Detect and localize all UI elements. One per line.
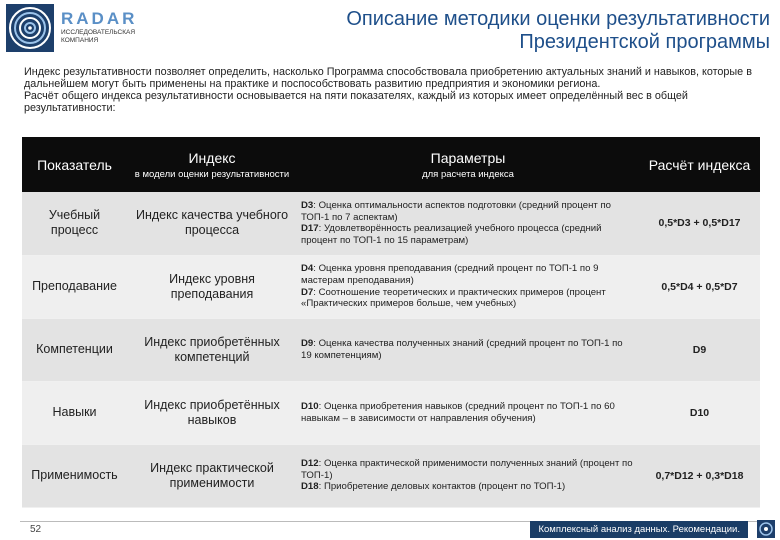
cell-indicator: Навыки xyxy=(22,381,127,444)
cell-calc: D9 xyxy=(639,318,760,381)
cell-indicator: Применимость xyxy=(22,444,127,507)
cell-indicator: Учебный процесс xyxy=(22,192,127,255)
intro-text xyxy=(24,66,764,114)
cell-index: Индекс практической применимости xyxy=(127,444,297,507)
param-code: D12 xyxy=(301,458,319,470)
cell-calc: 0,5*D3 + 0,5*D17 xyxy=(639,192,760,255)
table-row xyxy=(22,318,760,381)
logo-name: RADAR xyxy=(61,9,138,28)
param-line xyxy=(301,338,635,361)
footer-caption: Комплексный анализ данных. Рекомендации. xyxy=(530,521,748,538)
radar-logo-icon xyxy=(6,4,54,52)
title-line-1: Описание методики оценки результативности xyxy=(346,8,770,30)
param-code: D3 xyxy=(301,200,314,212)
param-line xyxy=(301,223,635,246)
param-text: : Оценка практической применимости полученных знаний (процент по ТОП-1) xyxy=(301,458,633,481)
param-text: : Оценка приобретения навыков (средний процент по ТОП-1 по 60 навыкам – в зависимости от направления обучения) xyxy=(301,400,615,424)
cell-index: Индекс приобретённых навыков xyxy=(127,381,297,444)
param-code: D4 xyxy=(301,263,314,275)
cell-indicator: Компетенции xyxy=(22,318,127,381)
param-code: D9 xyxy=(301,337,314,349)
cell-params xyxy=(297,255,639,318)
corner-logo-icon xyxy=(757,520,775,538)
param-text: : Оценка качества полученных знаний (средний процент по ТОП-1 по 19 компетенциям) xyxy=(301,337,623,361)
cell-params xyxy=(297,192,639,255)
company-logo xyxy=(6,4,156,56)
table-row xyxy=(22,381,760,444)
cell-params xyxy=(297,381,639,444)
param-text: : Оценка оптимальности аспектов подготовки (средний процент по ТОП-1 по 7 аспектам) xyxy=(301,200,611,223)
param-text: : Приобретение деловых контактов (процент по ТОП-1) xyxy=(318,481,566,493)
cell-calc: 0,5*D4 + 0,5*D7 xyxy=(639,255,760,318)
page-title xyxy=(250,8,770,54)
param-line xyxy=(301,263,635,286)
header-indicator: Показатель xyxy=(22,137,127,192)
cell-params xyxy=(297,444,639,507)
table-header-row xyxy=(22,137,760,192)
cell-params xyxy=(297,318,639,381)
header-calc: Расчёт индекса xyxy=(639,137,760,192)
param-line xyxy=(301,287,635,310)
param-text: : Соотношение теоретических и практических примеров (процент «Практических примеров больше, чем учебных) xyxy=(301,286,606,310)
param-line xyxy=(301,200,635,223)
table-row xyxy=(22,444,760,507)
methodology-table xyxy=(22,137,760,508)
table-row xyxy=(22,192,760,255)
param-line xyxy=(301,401,635,424)
param-line xyxy=(301,481,635,493)
param-text: : Оценка уровня преподавания (средний процент по ТОП-1 по 9 мастерам преподавания) xyxy=(301,263,599,286)
param-code: D18 xyxy=(301,481,319,493)
intro-paragraph-2: Расчёт общего индекса результативности основывается на пяти показателях, каждый из которых имеет определённый вес в общей результативности: xyxy=(24,90,688,114)
param-text: : Удовлетворённость реализацией учебного процесса (средний процент по ТОП-1 по 15 параметрам) xyxy=(301,223,602,246)
param-code: D17 xyxy=(301,223,319,235)
param-line xyxy=(301,458,635,481)
cell-index: Индекс приобретённых компетенций xyxy=(127,318,297,381)
cell-indicator: Преподавание xyxy=(22,255,127,318)
intro-paragraph-1: Индекс результативности позволяет определить, насколько Программа способствовала приобретению актуальных знаний и навыков, которые в дальнейшем могут быть применены на практике и поспособствовать развитию предприятия и экономики региона. xyxy=(24,66,752,90)
param-code: D7 xyxy=(301,286,314,298)
header-index: Индекс в модели оценки результативности xyxy=(127,137,297,192)
param-code: D10 xyxy=(301,400,319,412)
logo-subtitle: ИССЛЕДОВАТЕЛЬСКАЯ КОМПАНИЯ xyxy=(61,29,136,44)
cell-index: Индекс уровня преподавания xyxy=(127,255,297,318)
cell-index: Индекс качества учебного процесса xyxy=(127,192,297,255)
header-params: Параметры для расчета индекса xyxy=(297,137,639,192)
title-line-2: Президентской программы xyxy=(519,31,770,53)
page-number: 52 xyxy=(30,524,42,535)
table-row xyxy=(22,255,760,318)
cell-calc: 0,7*D12 + 0,3*D18 xyxy=(639,444,760,507)
cell-calc: D10 xyxy=(639,381,760,444)
